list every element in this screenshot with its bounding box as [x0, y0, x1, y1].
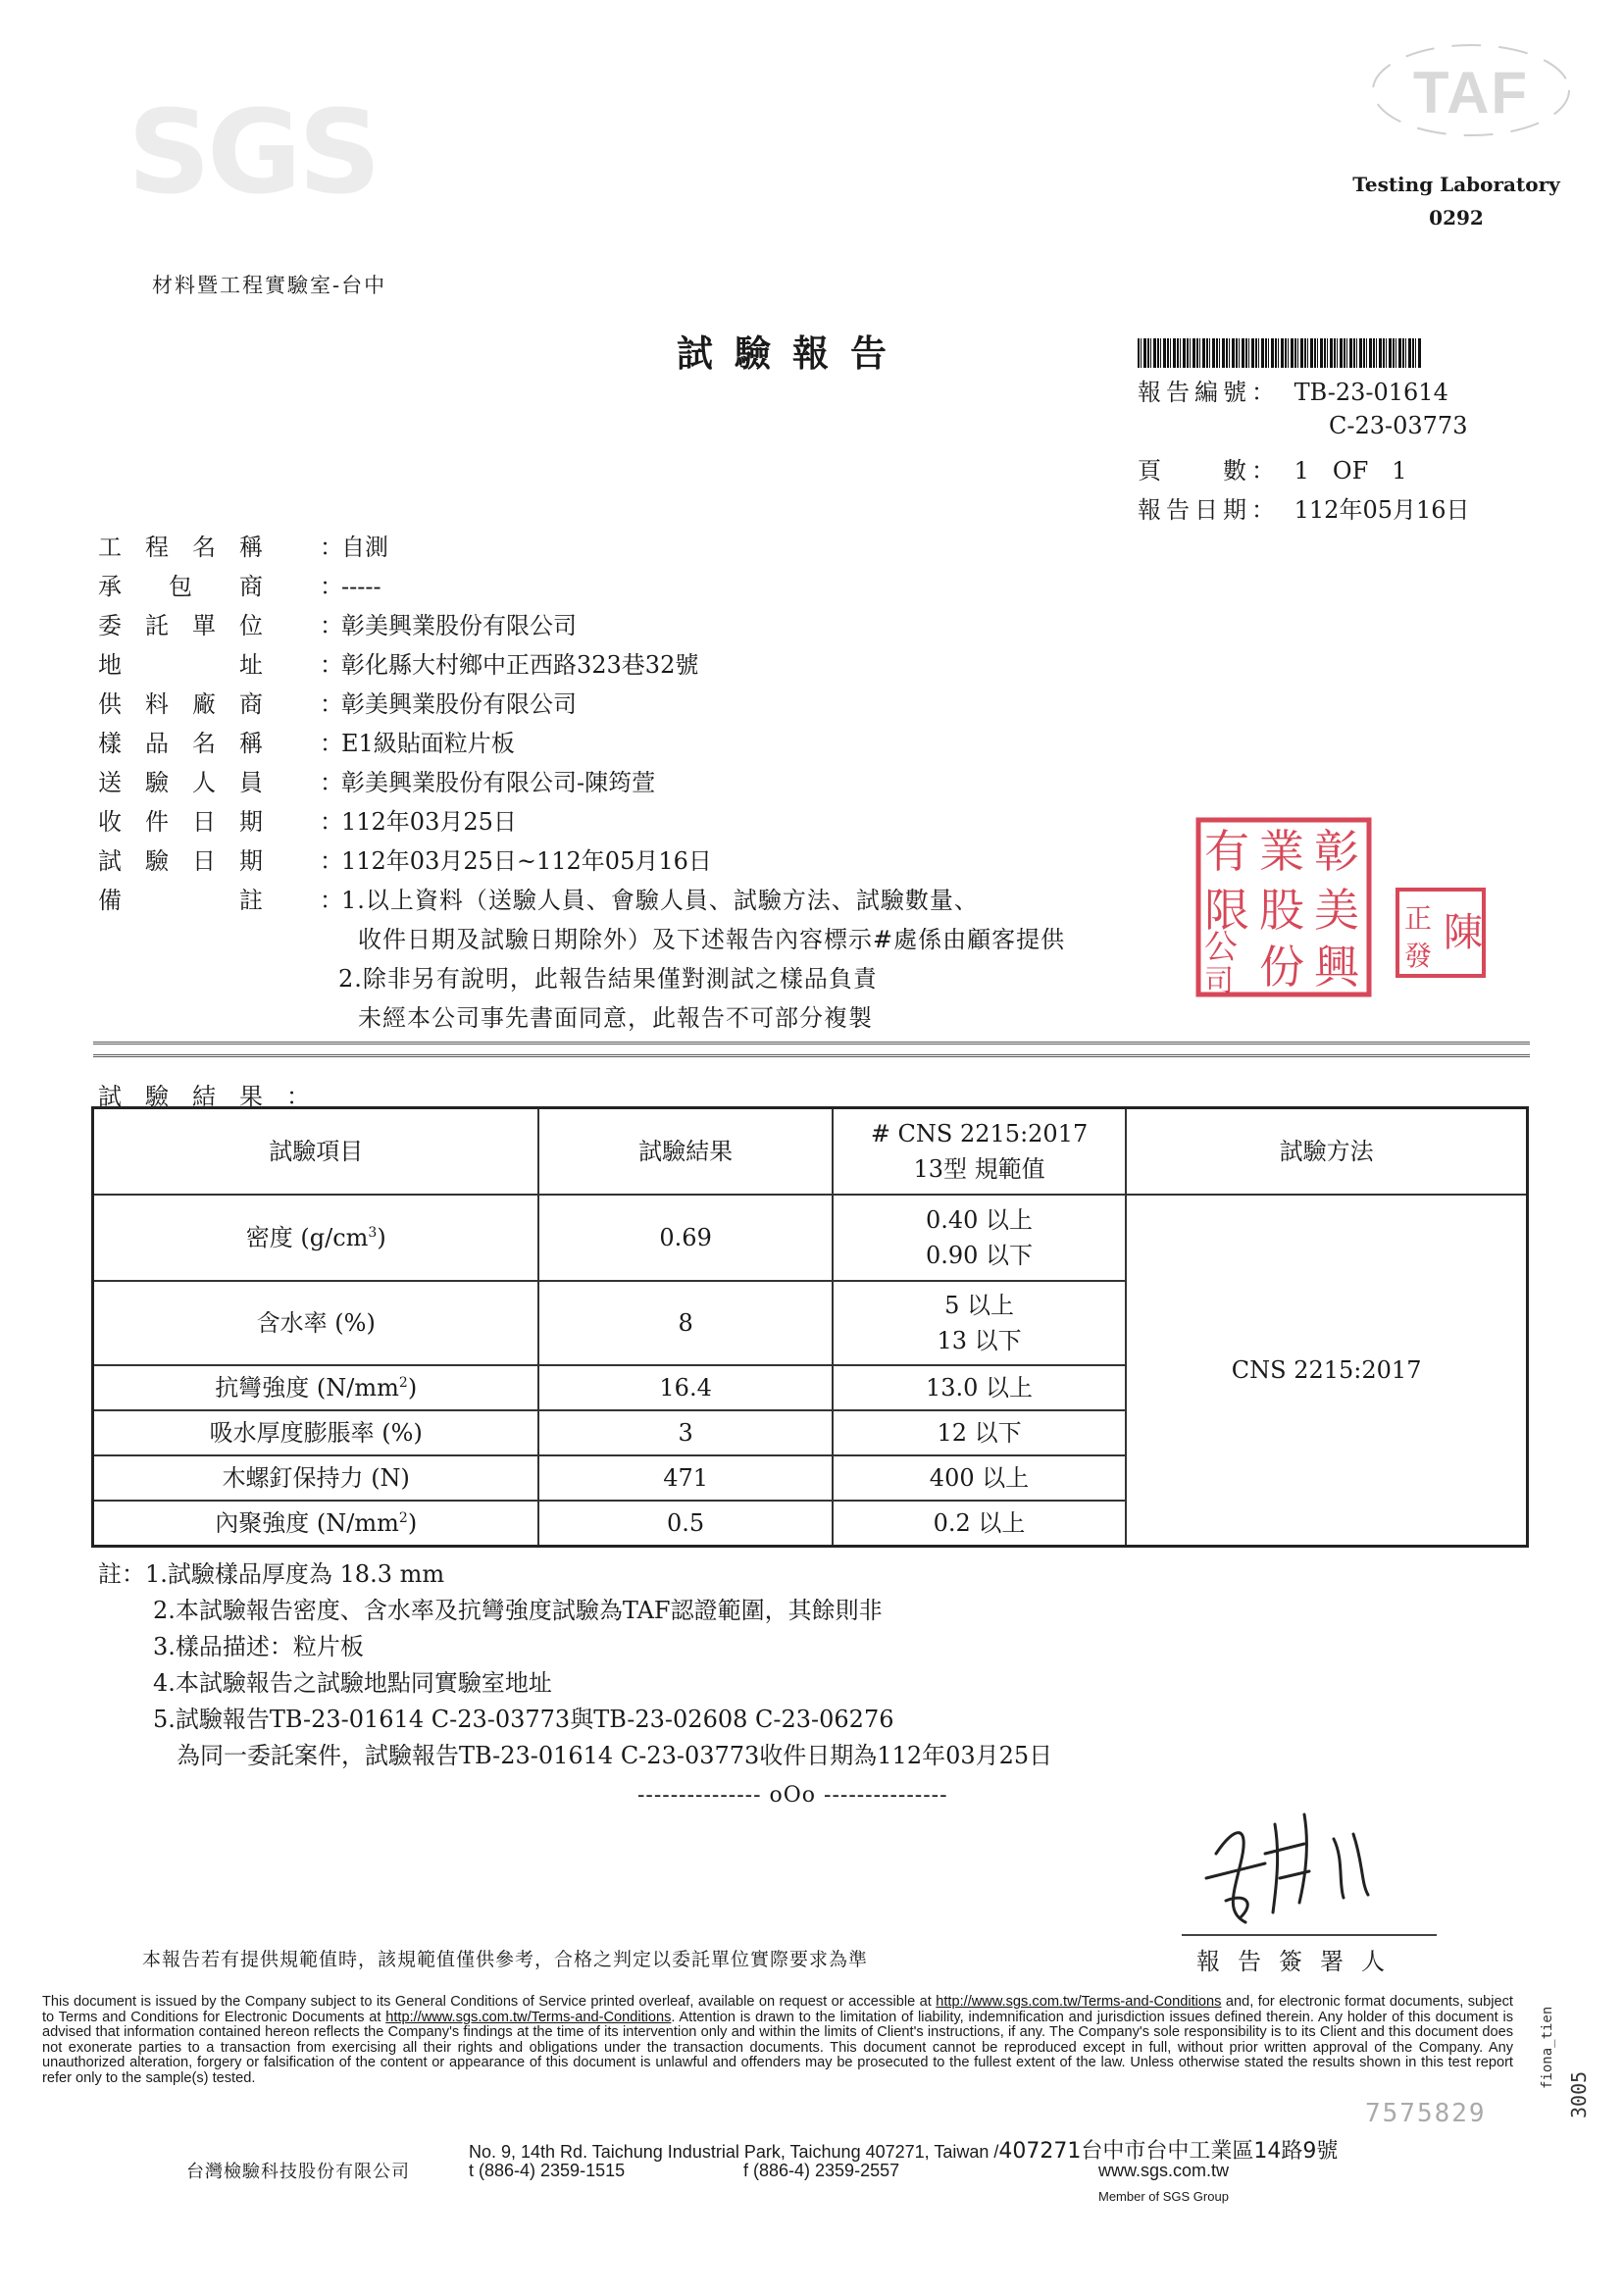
row-spec: 13.0 以上 [833, 1365, 1127, 1410]
seal-char: 彰 [1314, 825, 1359, 878]
remark-line-3: 2.除非另有說明，此報告結果僅對測試之樣品負責 [338, 965, 878, 993]
field-label: 收 件 日 期 [98, 808, 263, 836]
footer-telephone: t (886-4) 2359-1515 [469, 2161, 626, 2180]
method-cell: CNS 2215:2017 [1126, 1195, 1527, 1546]
field-value: ----- [341, 573, 381, 600]
remark-line-4: 未經本公司事先書面同意，此報告不可部分複製 [358, 1004, 873, 1032]
column-header-method: 試驗方法 [1126, 1108, 1527, 1196]
row-result: 16.4 [538, 1365, 832, 1410]
row-item: 抗彎強度 $(N/mm^2)$ [93, 1365, 539, 1410]
seal-char: 限 [1204, 884, 1249, 937]
row-result: 0.69 [538, 1195, 832, 1281]
field-test-date: 試 驗 日 期 ：112年03月25日~112年05月16日 [98, 841, 712, 875]
footer-member-of-sgs: Member of SGS Group [1098, 2189, 1229, 2204]
row-spec: 12 以下 [833, 1410, 1127, 1455]
seal-char: 有 [1204, 825, 1249, 878]
pages-value: 1 OF 1 [1294, 457, 1407, 484]
field-client: 委 託 單 位 ：彰美興業股份有限公司 [98, 606, 577, 639]
field-label: 樣 品 名 稱 [98, 730, 263, 757]
signer-label: 報告簽署人 [1196, 1948, 1402, 1975]
seal-char: 司 [1204, 964, 1234, 998]
column-header-item: 試驗項目 [93, 1108, 539, 1196]
field-value: 彰美興業股份有限公司 [341, 690, 577, 718]
results-table [91, 1106, 1529, 1548]
testing-laboratory-label: Testing Laboratory [1352, 173, 1560, 196]
column-header-result: 試驗結果 [538, 1108, 832, 1196]
footnotes [98, 1555, 1052, 1772]
row-item: 含水率 (%) [93, 1281, 539, 1365]
company-seal-stamp [1194, 816, 1373, 998]
field-label: 供 料 廠 商 [98, 690, 263, 718]
report-number-1: TB-23-01614 [1294, 379, 1448, 406]
taf-logo-text: TAF [1412, 60, 1530, 126]
row-result: 8 [538, 1281, 832, 1365]
field-label: 承 包 商 [98, 573, 263, 600]
seal-char: 股 [1259, 884, 1304, 937]
field-contractor: 承 包 商 ：----- [98, 567, 381, 600]
remark-line-2: 收件日期及試驗日期除外）及下述報告內容標示#處係由顧客提供 [358, 926, 1066, 953]
electronic-terms-link[interactable]: http://www.sgs.com.tw/Terms-and-Conditions [385, 2009, 672, 2025]
field-value: 112年03月25日~112年05月16日 [341, 847, 712, 875]
report-date-label: 報告日期 [1138, 496, 1251, 524]
report-number-label: 報告編號 [1138, 379, 1251, 406]
footnote-3: 3.樣品描述：粒片板 [153, 1633, 364, 1660]
seal-char: 陳 [1444, 910, 1483, 955]
footnote-2: 2.本試驗報告密度、含水率及抗彎強度試驗為TAF認證範圍，其餘則非 [153, 1597, 883, 1624]
end-of-report-marker: --------------- oOo --------------- [637, 1783, 948, 1808]
table-header-row [93, 1108, 1528, 1196]
field-label: 試 驗 日 期 [98, 847, 263, 875]
footer-address: No. 9, 14th Rd. Taichung Industrial Park, Taichung 407271, Taiwan /407271台中市台中工業區14路9號 [469, 2139, 1339, 2164]
field-value: E1級貼面粒片板 [341, 730, 515, 757]
row-result: 0.5 [538, 1501, 832, 1546]
remarks-label: 備 註 [98, 887, 263, 914]
pages-row: 頁 數： 1 OF 1 [1138, 457, 1407, 484]
report-number-row: 報告編號： TB-23-01614 [1138, 379, 1448, 406]
row-result: 3 [538, 1410, 832, 1455]
footnote-5-continued: 為同一委託案件，試驗報告TB-23-01614 C-23-03773收件日期為112年03月25日 [177, 1742, 1053, 1769]
terms-link[interactable]: http://www.sgs.com.tw/Terms-and-Conditions [936, 1994, 1222, 2010]
row-item: 內聚強度 $(N/mm^2)$ [93, 1501, 539, 1546]
column-header-spec [833, 1108, 1127, 1196]
seal-char: 正 [1404, 902, 1433, 935]
field-value: 彰化縣大村鄉中正西路323巷32號 [341, 651, 699, 679]
operator-code: fiona_tien [1540, 2006, 1555, 2089]
footer-website[interactable]: www.sgs.com.tw [1098, 2161, 1230, 2180]
field-supplier: 供 料 廠 商 ：彰美興業股份有限公司 [98, 685, 577, 718]
table-row [93, 1195, 1528, 1281]
row-spec: 5 以上 13 以下 [833, 1281, 1127, 1365]
spec-header-line-1: # CNS 2215:2017 [870, 1120, 1089, 1147]
reference-note: 本報告若有提供規範值時，該規範值僅供參考，合格之判定以委託單位實際要求為準 [142, 1949, 869, 1970]
laboratory-name: 材料暨工程實驗室-台中 [152, 274, 387, 297]
row-item: 密度 $(g/cm^3)$ [93, 1195, 539, 1281]
row-item: 木螺釘保持力 (N) [93, 1455, 539, 1501]
sgs-logo-watermark: SGS [127, 84, 378, 220]
seal-char: 業 [1259, 825, 1304, 878]
footnote-4: 4.本試驗報告之試驗地點同實驗室地址 [153, 1669, 552, 1697]
field-label: 委 託 單 位 [98, 612, 263, 639]
handwritten-signature [1196, 1785, 1393, 1932]
personal-seal-stamp [1395, 887, 1487, 979]
row-spec: 400 以上 [833, 1455, 1127, 1501]
footnote-5: 5.試驗報告TB-23-01614 C-23-03773與TB-23-02608 C-23-06276 [153, 1706, 894, 1733]
field-received-date: 收 件 日 期 ：112年03月25日 [98, 802, 517, 836]
report-barcode [1138, 338, 1422, 368]
row-spec: 0.2 以上 [833, 1501, 1127, 1546]
laboratory-number: 0292 [1429, 206, 1484, 229]
pages-label: 頁 數 [1138, 457, 1251, 484]
field-sample-name: 樣 品 名 稱 ：E1級貼面粒片板 [98, 724, 515, 757]
seal-char: 興 [1314, 941, 1359, 994]
remark-line-1: 1.以上資料（送驗人員、會驗人員、試驗方法、試驗數量、 [341, 887, 979, 914]
legal-disclaimer: This document is issued by the Company subject to its General Conditions of Service printed overleaf, available on request or accessible at http://www.sgs.com.tw/Terms-and-Conditions and, for electronic format documents, subject to Terms and Conditions for Electronic Documents at http://www.sgs.com.tw/Terms-and-Conditions. Attention is drawn to the limitation of liability, indemnification and jurisdiction issues defined therein. Any holder of this document is advised that information contained hereon reflects the Company's findings at the time of its intervention only and within the limits of Client's instructions, if any. The Company's sole responsibility is to its Client and this document does not exonerate parties to a transaction from exercising all their rights and obligations under the transaction documents. This document cannot be reproduced except in full, without prior written approval of the Company. Any unauthorized alteration, forgery or falsification of the content or appearance of this document is unlawful and offenders may be prosecuted to the fullest extent of the law. Unless otherwise stated the results shown in this test report refer only to the sample(s) tested. [42, 1994, 1513, 2086]
seal-char: 公 [1204, 928, 1238, 967]
field-label: 工 程 名 稱 [98, 534, 263, 561]
field-project-name: 工 程 名 稱 ：自測 [98, 528, 388, 561]
row-item: 吸水厚度膨脹率 (%) [93, 1410, 539, 1455]
report-date-value: 112年05月16日 [1294, 496, 1470, 524]
seal-char: 發 [1404, 940, 1433, 972]
report-date-row: 報告日期： 112年05月16日 [1138, 496, 1470, 524]
section-divider [93, 1042, 1530, 1057]
remarks-row: 備 註 ：1.以上資料（送驗人員、會驗人員、試驗方法、試驗數量、 [98, 881, 979, 914]
footer-company-name: 台灣檢驗科技股份有限公司 [186, 2162, 410, 2182]
field-value: 自測 [341, 534, 388, 561]
row-spec: 0.40 以上 0.90 以下 [833, 1195, 1127, 1281]
field-value: 112年03月25日 [341, 808, 517, 836]
field-address: 地 址 ：彰化縣大村鄉中正西路323巷32號 [98, 645, 698, 679]
form-code: 3005 [1567, 2070, 1591, 2118]
serial-number: 7575829 [1365, 2099, 1487, 2128]
field-label: 送 驗 人 員 [98, 769, 263, 796]
field-value: 彰美興業股份有限公司 [341, 612, 577, 639]
footnote-1: 註：1.試驗樣品厚度為 18.3 mm [98, 1560, 445, 1588]
seal-char: 美 [1314, 884, 1359, 937]
row-result: 471 [538, 1455, 832, 1501]
field-submitter: 送 驗 人 員 ：彰美興業股份有限公司-陳筠萱 [98, 763, 655, 796]
field-label: 地 址 [98, 651, 263, 679]
spec-header-line-2: 13型 規範值 [913, 1155, 1045, 1183]
field-value: 彰美興業股份有限公司-陳筠萱 [341, 769, 656, 796]
document-title: 試驗報告 [677, 331, 908, 375]
results-heading: 試驗結果： [98, 1083, 333, 1110]
seal-char: 份 [1259, 941, 1304, 994]
footer-fax: f (886-4) 2359-2557 [743, 2161, 900, 2180]
report-number-2: C-23-03773 [1329, 412, 1468, 439]
signature-line [1182, 1934, 1437, 1936]
